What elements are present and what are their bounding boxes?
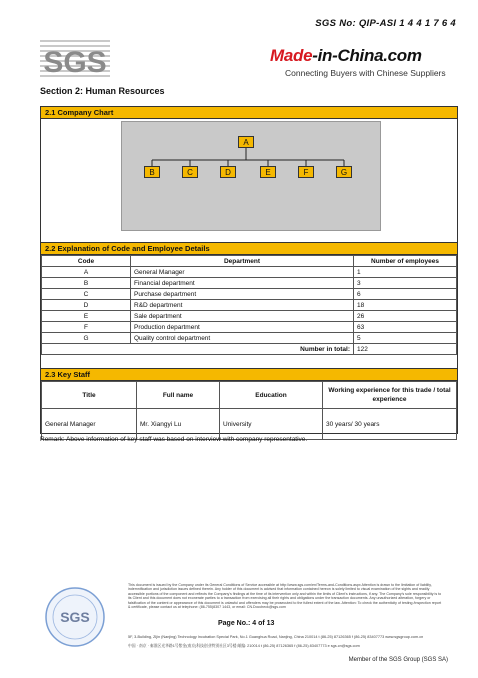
org-node-e: E xyxy=(260,166,276,178)
table-row xyxy=(42,322,457,333)
made-in-china-logo xyxy=(270,46,422,66)
employees-cell: 5 xyxy=(354,333,457,344)
key-staff-heading: 2.3 Key Staff xyxy=(41,369,457,381)
code-cell: F xyxy=(42,322,131,333)
table-row xyxy=(42,333,457,344)
company-chart-section xyxy=(40,106,458,243)
employees-cell: 1 xyxy=(354,267,457,278)
sgs-logo xyxy=(40,38,110,82)
table-row xyxy=(42,267,457,278)
org-node-top: A xyxy=(238,136,254,148)
code-cell: C xyxy=(42,289,131,300)
department-cell: Purchase department xyxy=(131,289,354,300)
table-row xyxy=(42,300,457,311)
mic-tagline: Connecting Buyers with Chinese Suppliers xyxy=(285,68,446,78)
col-employees: Number of employees xyxy=(354,256,457,267)
table-row xyxy=(42,289,457,300)
department-cell: Sale department xyxy=(131,311,354,322)
col-department: Department xyxy=(131,256,354,267)
code-cell: A xyxy=(42,267,131,278)
total-value: 122 xyxy=(354,344,457,355)
staff-name: Mr. Xiangyi Lu xyxy=(137,409,220,440)
org-node-c: C xyxy=(182,166,198,178)
address-en: 5F, 3-Building, Zijin (Nanjing) Technology Incubation Special Park, No.1 Guanghua Road, Nanjing, China 210014 t (86-25) 87126365 f (86-25) 83407773 www.sgsgroup.com.cn xyxy=(128,635,424,639)
employees-cell: 18 xyxy=(354,300,457,311)
code-cell: E xyxy=(42,311,131,322)
col-title: Title xyxy=(42,382,137,409)
explanation-heading: 2.2 Explanation of Code and Employee Details xyxy=(41,243,457,255)
key-staff-table xyxy=(41,381,457,440)
section-title: Section 2: Human Resources xyxy=(40,86,165,96)
org-node-b: B xyxy=(144,166,160,178)
sgs-seal xyxy=(44,586,106,648)
employees-cell: 63 xyxy=(354,322,457,333)
seal-text: SGS xyxy=(60,609,90,625)
staff-experience: 30 years/ 30 years xyxy=(323,409,457,440)
total-label: Number in total: xyxy=(42,344,354,355)
mic-logo-made: Made xyxy=(270,46,313,65)
department-cell: Production department xyxy=(131,322,354,333)
department-cell: Quality control department xyxy=(131,333,354,344)
table-row xyxy=(42,278,457,289)
col-full-name: Full name xyxy=(137,382,220,409)
company-chart-heading: 2.1 Company Chart xyxy=(41,107,457,119)
table-row xyxy=(42,409,457,440)
footer-disclaimer: This document is issued by the Company under its General Conditions of Service accessible at http://www.sgs.com/en/Terms-and-Conditions.aspx Attention is drawn to the limitation of liability, indemnification and jurisdiction issues defined therein. Any holder of this document is advised that information contained hereon is solely limited to visual examination of the sights and readily accessible portions of the component and reflects the Company's findings at the time of its intervention only and within the limits of Client's instructions, if any. The Company's sole responsibility is to its Client and this document does not exonerate parties to a transaction from exercising all their rights and obligations under the transaction documents. Any unauthorized alteration, forgery or falsification of the content or appearance of this document is unlawful and offenders may be prosecuted to the fullest extent of the law. Attention: To check the authenticity of testing /inspection report & certificate, please contact us at telephone: (86-755)8307 1443, or email: CN.Doccheck@sgs.com xyxy=(128,583,442,610)
col-code: Code xyxy=(42,256,131,267)
key-staff-section xyxy=(40,368,458,434)
department-cell: R&D department xyxy=(131,300,354,311)
col-education: Education xyxy=(220,382,323,409)
col-experience: Working experience for this trade / total experience xyxy=(323,382,457,409)
total-row xyxy=(42,344,457,355)
mic-logo-rest: -in-China.com xyxy=(312,46,422,65)
sgs-logo-text: SGS xyxy=(43,46,107,79)
staff-title: General Manager xyxy=(42,409,137,440)
footer-address xyxy=(128,633,458,651)
employee-table xyxy=(41,255,457,355)
org-node-g: G xyxy=(336,166,352,178)
table-row xyxy=(42,311,457,322)
code-cell: B xyxy=(42,278,131,289)
member-note: Member of the SGS Group (SGS SA) xyxy=(348,657,448,663)
org-node-f: F xyxy=(298,166,314,178)
staff-education: University xyxy=(220,409,323,440)
employees-cell: 26 xyxy=(354,311,457,322)
page-number: Page No.: 4 of 13 xyxy=(218,620,275,627)
employees-cell: 6 xyxy=(354,289,457,300)
explanation-section xyxy=(40,242,458,369)
code-cell: D xyxy=(42,300,131,311)
sgs-number: SGS No: QIP-ASI 1 4 4 1 7 6 4 xyxy=(315,18,456,29)
remark: Remark: Above information of key staff was based on interview with company representative. xyxy=(40,436,308,443)
address-cn: 中国 · 南京 · 秦淮区光华路1号紫金(南京)科技创业特别社区3号楼 邮编: 210014 t (86-25) 87126365 f (86-25) 83407773 e sgs.cn@sgs.com xyxy=(128,644,360,648)
code-cell: G xyxy=(42,333,131,344)
department-cell: General Manager xyxy=(131,267,354,278)
org-node-d: D xyxy=(220,166,236,178)
employees-cell: 3 xyxy=(354,278,457,289)
department-cell: Financial department xyxy=(131,278,354,289)
org-chart xyxy=(121,121,381,231)
